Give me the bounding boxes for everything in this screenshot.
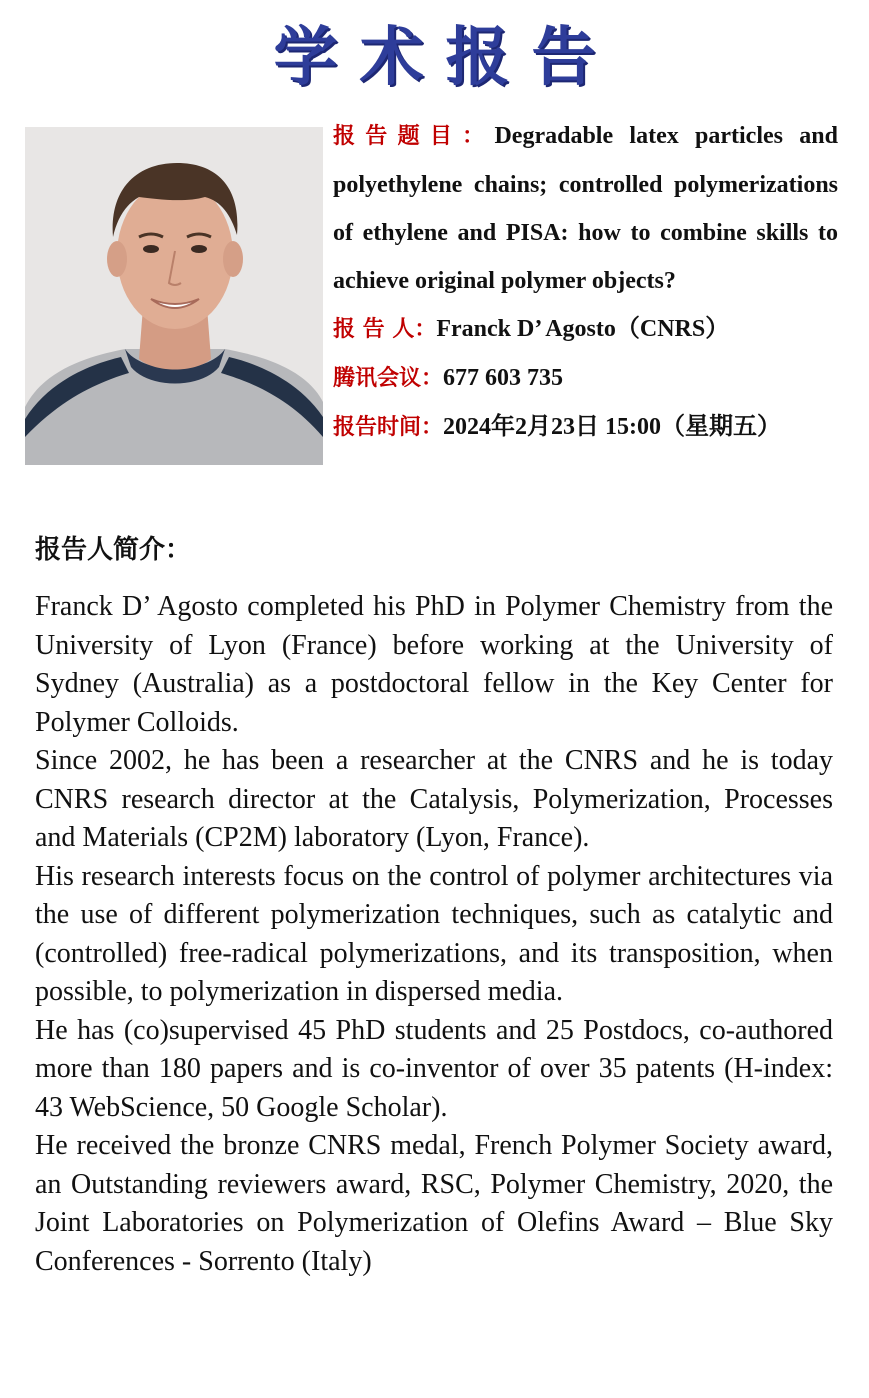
talk-topic-row bbox=[333, 112, 838, 305]
topic-label: 报告题目： bbox=[333, 124, 495, 149]
bio-paragraph: He received the bronze CNRS medal, French Polymer Society award, an Outstanding reviewers award, RSC, Polymer Chemistry, 2020, the Joint Laboratories on Polymerization of Olefins Award – Blue Sky Conferences - Sorrento (Italy) bbox=[35, 1130, 833, 1277]
speaker-portrait-icon bbox=[25, 127, 323, 465]
bio-paragraph: His research interests focus on the control of polymer architectures via the use of different polymerization techniques, such as catalytic and (controlled) free-radical polymerizations, and its transposition, when possible, to polymerization in dispersed media. bbox=[35, 860, 833, 1007]
talk-info bbox=[333, 112, 838, 452]
bio-paragraph: Since 2002, he has been a researcher at the CNRS and he is today CNRS research director at the Catalysis, Polymerization, Processes and Materials (CP2M) laboratory (Lyon, France). bbox=[35, 745, 833, 853]
speaker-label: 报 告 人： bbox=[333, 317, 437, 342]
bio-heading: 报告人简介： bbox=[35, 535, 192, 565]
time-label: 报告时间： bbox=[333, 415, 444, 440]
bio-paragraph: He has (co)supervised 45 PhD students and 25 Postdocs, co-authored more than 180 papers and is co-inventor of over 35 patents (H-index: 43 WebScience, 50 Google Scholar). bbox=[35, 1014, 833, 1123]
talk-time: 2024年2月23日 15:00（星期五） bbox=[443, 414, 782, 440]
talk-topic: Degradable latex particles and polyethylene chains; controlled polymerizations of ethylene and PISA: how to combine skills to achieve original polymer objects? bbox=[333, 123, 838, 294]
bio-section bbox=[35, 588, 833, 1281]
time-row bbox=[333, 403, 838, 452]
meeting-row bbox=[333, 354, 838, 403]
bio-paragraph: Franck D’ Agosto completed his PhD in Polymer Chemistry from the University of Lyon (France) before working at the University of Sydney (Australia) as a postdoctoral fellow in the Key Center for Polymer Colloids. bbox=[35, 591, 833, 738]
speaker-row bbox=[333, 305, 838, 354]
speaker-photo bbox=[25, 127, 323, 465]
page-title: 学术报告 bbox=[273, 21, 618, 95]
banner bbox=[0, 18, 869, 98]
meeting-label: 腾讯会议： bbox=[333, 366, 444, 391]
speaker-name: Franck D’ Agosto（CNRS） bbox=[436, 316, 730, 342]
meeting-id: 677 603 735 bbox=[443, 365, 564, 391]
